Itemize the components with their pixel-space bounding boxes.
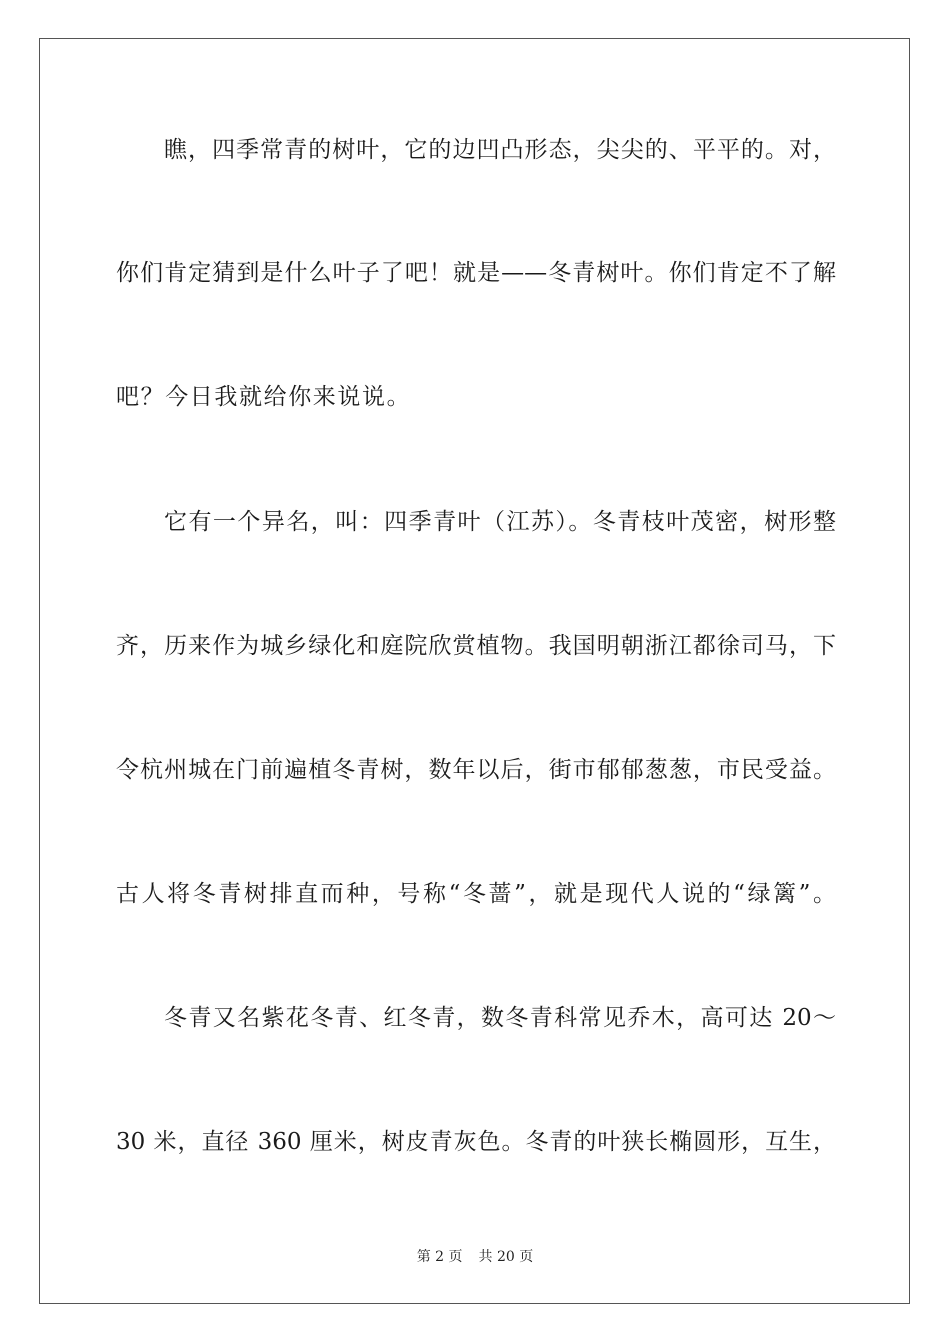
paragraph-1-line-2: 你们肯定猜到是什么叶子了吧！就是——冬青树叶。你们肯定不了解 [116, 260, 836, 286]
paragraph-2-line-3: 令杭州城在门前遍植冬青树，数年以后，街市郁郁葱葱，市民受益。 [116, 757, 836, 783]
page-total: 共 20 页 [478, 1249, 534, 1265]
paragraph-3-line-1: 冬青又名紫花冬青、红冬青，数冬青科常见乔木，高可达 20～ [164, 1005, 836, 1031]
page-footer [0, 1247, 950, 1267]
paragraph-3-line-2: 30 米，直径 360 厘米，树皮青灰色。冬青的叶狭长椭圆形，互生， [116, 1129, 836, 1155]
page-border [39, 38, 910, 1304]
paragraph-1-line-1: 瞧，四季常青的树叶，它的边凹凸形态，尖尖的、平平的。对， [164, 137, 836, 163]
paragraph-2-line-2: 齐，历来作为城乡绿化和庭院欣赏植物。我国明朝浙江都徐司马，下 [116, 633, 836, 659]
paragraph-2-line-1: 它有一个异名，叫：四季青叶（江苏）。冬青枝叶茂密，树形整 [164, 509, 836, 535]
paragraph-1-line-3: 吧？今日我就给你来说说。 [116, 384, 412, 410]
page-number: 第 2 页 [416, 1249, 463, 1265]
paragraph-2-line-4: 古人将冬青树排直而种，号称“冬蔷”，就是现代人说的“绿篱”。 [116, 881, 836, 907]
